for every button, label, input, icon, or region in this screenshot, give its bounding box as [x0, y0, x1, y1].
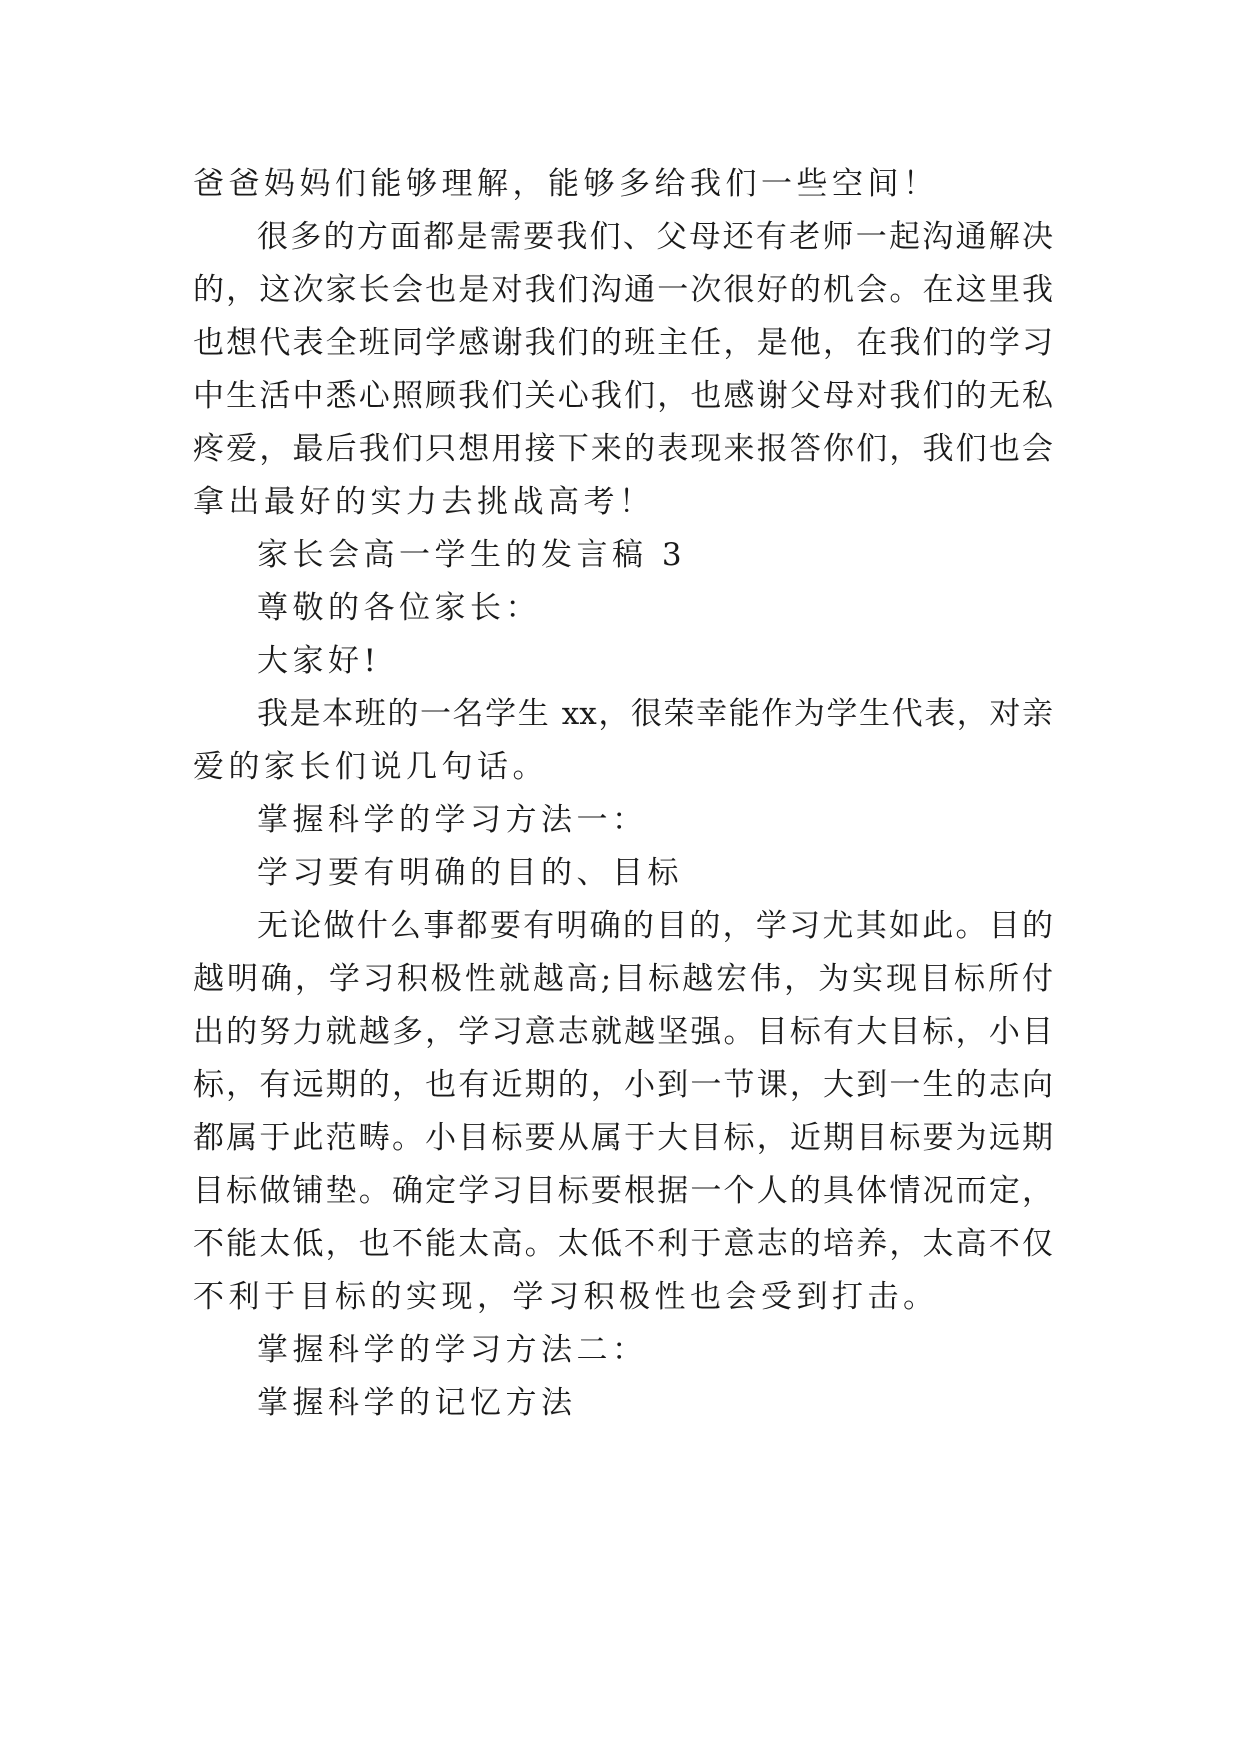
- subheading: 学习要有明确的目的、目标: [257, 855, 683, 891]
- text-line: 标，有远期的，也有近期的，小到一节课，大到一生的志向: [193, 1067, 1053, 1103]
- text-line: 的，这次家长会也是对我们沟通一次很好的机会。在这里我: [193, 272, 1053, 308]
- text-line: 无论做什么事都要有明确的目的，学习尤其如此。目的: [257, 908, 1053, 944]
- subheading: 掌握科学的学习方法一：: [257, 802, 648, 838]
- text-line: 都属于此范畴。小目标要从属于大目标，近期目标要为远期: [193, 1120, 1053, 1156]
- text-line: 越明确，学习积极性就越高;目标越宏伟，为实现目标所付: [193, 961, 1053, 997]
- text-line: 疼爱，最后我们只想用接下来的表现来报答你们，我们也会: [193, 431, 1053, 467]
- text-line: 不能太低，也不能太高。太低不利于意志的培养，太高不仅: [193, 1226, 1053, 1262]
- text-line: 也想代表全班同学感谢我们的班主任，是他，在我们的学习: [193, 325, 1053, 361]
- text-line: 中生活中悉心照顾我们关心我们，也感谢父母对我们的无私: [193, 378, 1053, 414]
- salutation: 尊敬的各位家长：: [257, 590, 541, 626]
- text-line: 目标做铺垫。确定学习目标要根据一个人的具体情况而定，: [193, 1173, 1053, 1209]
- text-line: 拿出最好的实力去挑战高考！: [193, 484, 655, 520]
- subheading: 掌握科学的学习方法二：: [257, 1332, 648, 1368]
- text-line: 不利于目标的实现，学习积极性也会受到打击。: [193, 1279, 939, 1315]
- text-line: 很多的方面都是需要我们、父母还有老师一起沟通解决: [257, 219, 1053, 255]
- text-line: 我是本班的一名学生 xx，很荣幸能作为学生代表，对亲: [257, 696, 1053, 732]
- text-line: 出的努力就越多，学习意志就越坚强。目标有大目标，小目: [193, 1014, 1053, 1050]
- text-line: 爱的家长们说几句话。: [193, 749, 548, 785]
- text-line: 爸爸妈妈们能够理解，能够多给我们一些空间！: [193, 166, 939, 202]
- section-heading: 家长会高一学生的发言稿 3: [257, 537, 687, 573]
- subheading: 掌握科学的记忆方法: [257, 1385, 577, 1421]
- greeting: 大家好!: [257, 643, 381, 679]
